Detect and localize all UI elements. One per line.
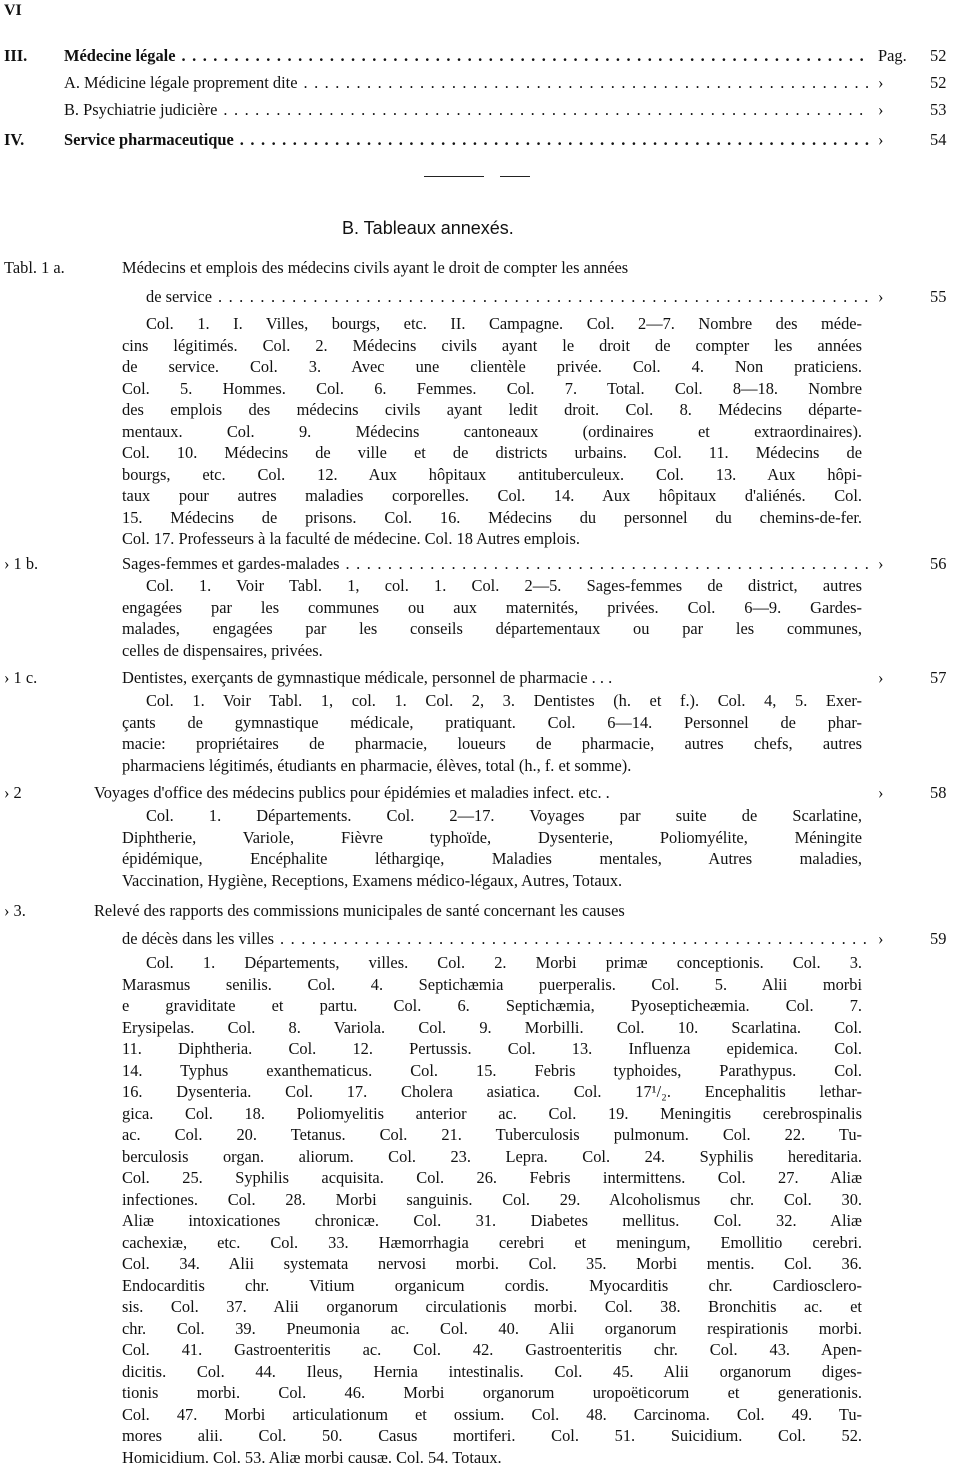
description-line: Col. 1. Voir Tabl. 1, col. 1. Col. 2—5. Sages-femmes de district, autres (122, 575, 862, 597)
toc-num: IV. (4, 130, 24, 150)
description-line: Diphtherie, Variole, Fièvre typhoïde, Dysenterie, Poliomyélite, Méningite (122, 827, 862, 849)
description-line: Endocarditis chr. Vitium organicum cordis. Myocarditis chr. Cardiosclero- (122, 1275, 862, 1297)
description-line: Erysipelas. Col. 8. Variola. Col. 9. Morbilli. Col. 10. Scarlatina. Col. (122, 1017, 862, 1039)
description-line: Marasmus senilis. Col. 4. Septichæmia puerperalis. Col. 5. Alii morbi (122, 974, 862, 996)
description-line: Col. 17. Professeurs à la faculté de médecine. Col. 18 Autres emplois. (122, 528, 862, 550)
table-page: 55 (930, 287, 946, 307)
description-line: e graviditate et partu. Col. 6. Septichæmia, Pyosepticheæmia. Col. 7. (122, 995, 862, 1017)
table-page: 57 (930, 668, 946, 688)
description-line: Col. 47. Morbi articulationum et ossium. Col. 48. Carcinoma. Col. 49. Tu- (122, 1404, 862, 1426)
description-line: malades, engagées par les conseils départementaux ou par les communes, (122, 618, 862, 640)
table-label: › 3. (4, 901, 26, 921)
separator-line (500, 176, 530, 177)
table-page: 56 (930, 554, 946, 574)
table-label: › 2 (4, 783, 22, 803)
table-label: › 1 c. (4, 668, 37, 688)
description-line: pharmaciens légitimés, étudiants en pharmacie, élèves, total (h., f. et somme). (122, 755, 862, 777)
toc-pref: › (878, 130, 883, 150)
description-line: Col. 1. Voir Tabl. 1, col. 1. Col. 2, 3. Dentistes (h. et f.). Col. 4, 5. Exer- (122, 690, 862, 712)
description-line: Col. 25. Syphilis acquisita. Col. 26. Febris intermittens. Col. 27. Aliæ (122, 1167, 862, 1189)
toc-row (0, 73, 960, 95)
description-line: tionis morbi. Col. 46. Morbi organorum uropoëticorum et generationis. (122, 1382, 862, 1404)
description-line: 16. Dysenteria. Col. 17. Cholera asiatica. Col. 17¹/₂. Encephalitis lethar- (122, 1081, 862, 1103)
table-pref: › (878, 554, 883, 574)
description-line: gica. Col. 18. Poliomyelitis anterior ac. Col. 19. Meningitis cerebrospinalis (122, 1103, 862, 1125)
table-page: 58 (930, 783, 946, 803)
toc-pref: Pag. (878, 46, 907, 66)
table-title: Voyages d'office des médecins publics pour épidémies et maladies infect. etc. . (94, 783, 610, 803)
separator-line (424, 176, 484, 177)
table-title: Relevé des rapports des commissions municipales de santé concernant les causes (94, 901, 625, 921)
description-line: mentaux. Col. 9. Médecins cantoneaux (ordinaires et extraordinaires). (122, 421, 862, 443)
description-line: cachexiæ, etc. Col. 33. Hæmorrhagia cerebri et meningum, Emollitio cerebri. (122, 1232, 862, 1254)
table-description (122, 313, 862, 550)
description-line: 14. Typhus exanthematicus. Col. 15. Febris typhoides, Parathypus. Col. (122, 1060, 862, 1082)
toc-page: 53 (930, 100, 946, 120)
table-title: de service . . . (146, 287, 870, 307)
page-number: VI (4, 2, 22, 20)
description-line: berculosis organ. aliorum. Col. 23. Lepra. Col. 24. Syphilis hereditaria. (122, 1146, 862, 1168)
toc-row (0, 130, 960, 152)
table-pref: › (878, 929, 883, 949)
section-title: B. Tableaux annexés. (342, 218, 514, 239)
description-line: épidémique, Encéphalite léthargiqe, Maladies mentales, Autres maladies, (122, 848, 862, 870)
table-title: Médecins et emplois des médecins civils ayant le droit de compter les années (122, 258, 628, 278)
toc-pref: › (878, 73, 883, 93)
description-line: macie: propriétaires de pharmacie, loueurs de pharmacie, autres chefs, autres (122, 733, 862, 755)
toc-pref: › (878, 100, 883, 120)
table-description (122, 690, 862, 776)
table-pref: › (878, 783, 883, 803)
description-line: Aliæ intoxicationes chronicæ. Col. 31. Diabetes mellitus. Col. 32. Aliæ (122, 1210, 862, 1232)
description-line: engagées par les communes ou aux maternités, privées. Col. 6—9. Gardes- (122, 597, 862, 619)
table-description (122, 575, 862, 661)
description-line: Col. 1. I. Villes, bourgs, etc. II. Campagne. Col. 2—7. Nombre des méde- (122, 313, 862, 335)
table-description (122, 952, 862, 1468)
description-line: 15. Médecins de prisons. Col. 16. Médecins du personnel du chemins-de-fer. (122, 507, 862, 529)
table-title: de décès dans les villes . . . (122, 929, 870, 949)
toc-num: III. (4, 46, 27, 66)
description-line: Col. 1. Départements, villes. Col. 2. Morbi primæ conceptionis. Col. 3. (122, 952, 862, 974)
table-label: › 1 b. (4, 554, 38, 574)
toc-row (0, 46, 960, 68)
description-line: cins légitimés. Col. 2. Médecins civils ayant le droit de compter les années (122, 335, 862, 357)
toc-title: Médecine légale . . . (64, 46, 870, 66)
description-line: mores alii. Col. 50. Casus mortiferi. Col. 51. Suicidium. Col. 52. (122, 1425, 862, 1447)
description-line: taux pour autres maladies corporelles. Col. 14. Aux hôpitaux d'aliénés. Col. (122, 485, 862, 507)
toc-title: A. Médicine légale proprement dite . . . (64, 73, 870, 93)
description-line: Col. 1. Départements. Col. 2—17. Voyages par suite de Scarlatine, (122, 805, 862, 827)
description-line: chr. Col. 39. Pneumonia ac. Col. 40. Alii organorum respirationis morbi. (122, 1318, 862, 1340)
description-line: 11. Diphtheria. Col. 12. Pertussis. Col. 13. Influenza epidemica. Col. (122, 1038, 862, 1060)
description-line: ac. Col. 20. Tetanus. Col. 21. Tuberculosis pulmonum. Col. 22. Tu- (122, 1124, 862, 1146)
table-page: 59 (930, 929, 946, 949)
toc-row (0, 100, 960, 122)
table-description (122, 805, 862, 891)
description-line: çants de gymnastique médicale, pratiquant. Col. 6—14. Personnel de phar- (122, 712, 862, 734)
description-line: sis. Col. 37. Alii organorum circulationis morbi. Col. 38. Bronchitis ac. et (122, 1296, 862, 1318)
description-line: bourgs, etc. Col. 12. Aux hôpitaux antituberculeux. Col. 13. Aux hôpi- (122, 464, 862, 486)
toc-page: 52 (930, 46, 946, 66)
toc-title: B. Psychiatrie judicière . . . (64, 100, 870, 120)
table-pref: › (878, 287, 883, 307)
toc-page: 54 (930, 130, 946, 150)
table-title: Dentistes, exerçants de gymnastique médicale, personnel de pharmacie . . . (122, 668, 612, 688)
table-title: Sages-femmes et gardes-malades . . . (122, 554, 870, 574)
description-line: Col. 10. Médecins de ville et de districts urbains. Col. 11. Médecins de (122, 442, 862, 464)
description-line: de service. Col. 3. Avec une clientèle privée. Col. 4. Non praticiens. (122, 356, 862, 378)
description-line: Col. 41. Gastroenteritis ac. Col. 42. Gastroenteritis chr. Col. 43. Apen- (122, 1339, 862, 1361)
description-line: celles de dispensaires, privées. (122, 640, 862, 662)
description-line: Col. 5. Hommes. Col. 6. Femmes. Col. 7. Total. Col. 8—18. Nombre (122, 378, 862, 400)
description-line: dicitis. Col. 44. Ileus, Hernia intestinalis. Col. 45. Alii organorum diges- (122, 1361, 862, 1383)
table-label: Tabl. 1 a. (4, 258, 65, 278)
toc-page: 52 (930, 73, 946, 93)
table-pref: › (878, 668, 883, 688)
toc-title: Service pharmaceutique . . . (64, 130, 870, 150)
description-line: Col. 34. Alii systemata nervosi morbi. Col. 35. Morbi mentis. Col. 36. (122, 1253, 862, 1275)
description-line: infectiones. Col. 28. Morbi sanguinis. Col. 29. Alcoholismus chr. Col. 30. (122, 1189, 862, 1211)
description-line: Vaccination, Hygiène, Receptions, Examens médico-légaux, Autres, Totaux. (122, 870, 862, 892)
description-line: Homicidium. Col. 53. Aliæ morbi causæ. Col. 54. Totaux. (122, 1447, 862, 1468)
description-line: des emplois des médecins civils ayant ledit droit. Col. 8. Médecins départe- (122, 399, 862, 421)
